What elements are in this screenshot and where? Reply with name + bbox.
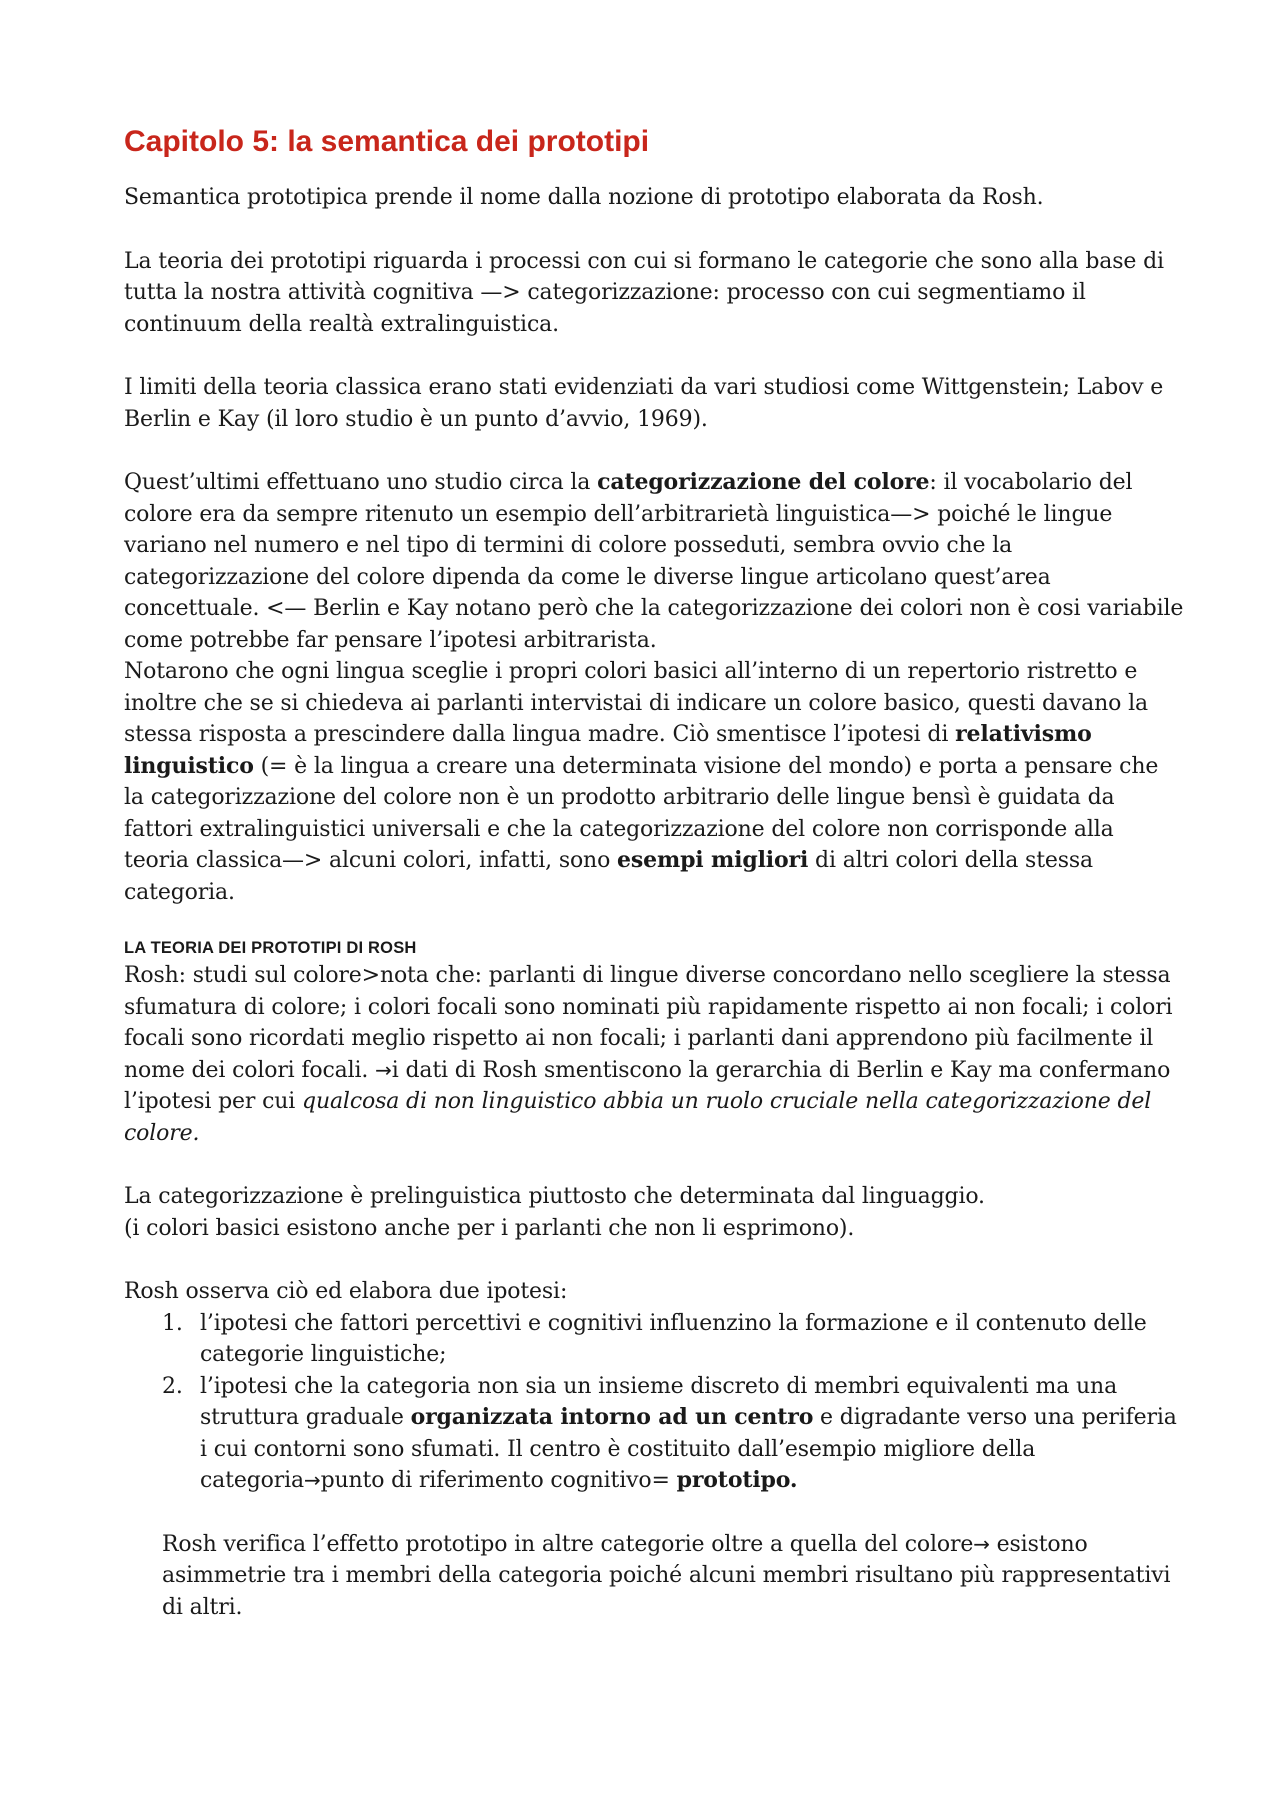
- text-segment: Notarono che ogni lingua sceglie i propri colori basici all’interno di un repertorio ristretto e inoltre che se si chiedeva ai parlanti intervistai di indicare un colore basico, questi davano la stessa risposta a prescindere dalla lingua madre. Ciò smentisce l’ipotesi di: [124, 659, 1148, 747]
- section-heading-rosh-theory: LA TEORIA DEI PROTOTIPI DI ROSH: [124, 939, 417, 957]
- text-segment: esistono asimmetrie tra i membri della categoria poiché alcuni membri risultano più rappresentativi di altri.: [162, 1531, 1171, 1620]
- italic-quote: qualcosa di non linguistico abbia un ruolo cruciale nella categorizzazione del colore.: [124, 1089, 1152, 1146]
- bold-term-organized-center: organizzata intorno ad un centro: [410, 1404, 814, 1430]
- text-segment: l’ipotesi che la categoria non sia un insieme discreto di membri equivalenti ma una struttura graduale: [200, 1373, 1118, 1430]
- text-segment: Rosh verifica l’effetto prototipo in altre categorie oltre a quella del colore: [162, 1531, 974, 1557]
- paragraph-prototype-effect: [124, 1529, 1184, 1624]
- text-segment: Rosh: studi sul colore>nota che: parlanti di lingue diverse concordano nello scegliere la stessa sfumatura di colore; i colori focali sono nominati più rapidamente rispetto ai non focali; i colori focali sono ricordati meglio rispetto ai non focali; i parlanti dani apprendono più facilmente il nome dei colori focali.: [124, 963, 1173, 1083]
- paragraph-classical-theory-limits: I limiti della teoria classica erano stati evidenziati da vari studiosi come Wittgenstein; Labov e Berlin e Kay (il loro studio è un punto d’avvio, 1969).: [124, 375, 1164, 432]
- right-arrow-icon: →: [375, 1057, 392, 1082]
- hypotheses-list: [124, 1308, 1184, 1497]
- paragraph-intro: Semantica prototipica prende il nome dalla nozione di prototipo elaborata da Rosh.: [124, 185, 1044, 210]
- right-arrow-icon: →: [973, 1531, 990, 1556]
- text-segment: l’ipotesi che fattori percettivi e cognitivi influenzino la formazione e il contenuto delle categorie linguistiche;: [200, 1310, 1147, 1367]
- paragraph-basic-colors: [124, 656, 1184, 908]
- bold-term-best-examples: esempi migliori: [617, 847, 809, 873]
- bold-term-linguistic-relativism: relativismo linguistico: [124, 721, 1092, 779]
- document-page: [124, 122, 1184, 1623]
- paragraph-rosh-studies: [124, 960, 1184, 1149]
- list-item: [162, 1371, 1184, 1497]
- list-number: 2.: [162, 1373, 183, 1399]
- paragraph-hypotheses-intro: Rosh osserva ciò ed elabora due ipotesi:: [124, 1279, 568, 1304]
- paragraph-prelinguistic: [124, 1181, 1184, 1244]
- text-line: La categorizzazione è prelinguistica piuttosto che determinata dal linguaggio.: [124, 1184, 985, 1209]
- text-segment: Quest’ultimi effettuano uno studio circa la: [124, 470, 598, 495]
- text-segment: i dati di Rosh smentiscono la gerarchia di Berlin e Kay ma confermano l’ipotesi per cui: [124, 1057, 1171, 1114]
- text-line: (i colori basici esistono anche per i parlanti che non li esprimono).: [124, 1215, 855, 1241]
- text-segment: punto di riferimento cognitivo=: [320, 1468, 677, 1493]
- list-number: 1.: [162, 1310, 183, 1336]
- text-segment: : il vocabolario del colore era da sempre ritenuto un esempio dell’arbitrarietà linguistica—> poiché le lingue variano nel numero e nel tipo di termini di colore posseduti, sembra ovvio che la categorizzazione del colore dipenda da come le diverse lingue articolano quest’area concettuale. <— Berlin e Kay notano però che la categorizzazione dei colori non è cosi variabile come potrebbe far pensare l’ipotesi arbitrarista.: [124, 470, 1184, 653]
- paragraph-color-study: [124, 467, 1184, 656]
- chapter-title: Capitolo 5: la semantica dei prototipi: [124, 125, 650, 158]
- bold-term-color-categorization: categorizzazione del colore: [597, 469, 930, 495]
- text-segment: (= è la lingua a creare una determinata visione del mondo) e porta a pensare che la categorizzazione del colore non è un prodotto arbitrario delle lingue bensì è guidata da fattori extralinguistici universali e che la categorizzazione del colore non corrisponde alla teoria classica—> alcuni colori, infatti, sono: [124, 753, 1159, 873]
- paragraph-prototype-theory: La teoria dei prototipi riguarda i processi con cui si formano le categorie che sono alla base di tutta la nostra attività cognitiva —> categorizzazione: processo con cui segmentiamo il continuum della realtà extralinguistica.: [124, 248, 1164, 337]
- text-segment: e digradante verso una periferia i cui contorni sono sfumati. Il centro è costituito dall’esempio migliore della categoria: [200, 1405, 1177, 1493]
- text-segment: di altri colori della stessa categoria.: [124, 848, 1094, 905]
- bold-term-prototype: prototipo.: [676, 1467, 798, 1493]
- right-arrow-icon: →: [303, 1468, 321, 1492]
- list-item: [162, 1308, 1184, 1371]
